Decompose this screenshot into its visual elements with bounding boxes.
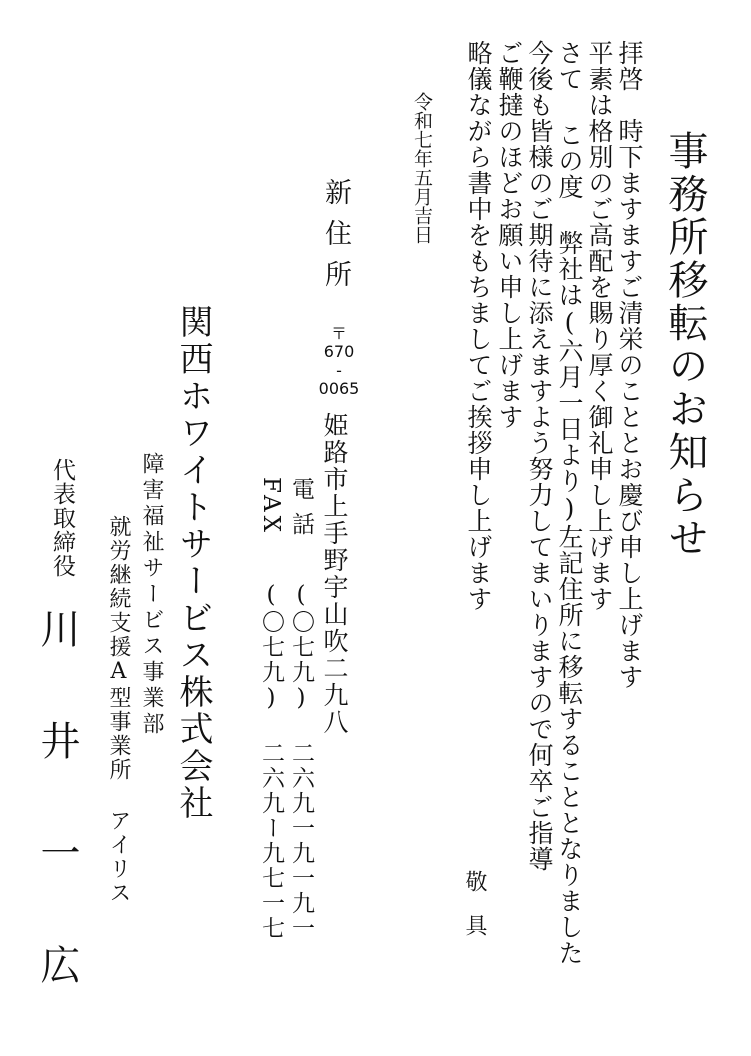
department-name: 障害福祉サービス事業部 — [139, 452, 164, 738]
letter-date: 令和七年五月吉日 — [411, 92, 433, 244]
body-line-announcement: さて この度 弊社は(六月一日より)左記住所に移転することとなりました — [555, 40, 584, 966]
postal-code-separator: - — [336, 360, 342, 380]
body-line-request-cont: ご鞭撻のほどお願い申し上げます — [495, 40, 524, 430]
representative-name: 川井一広 — [34, 608, 80, 1056]
phone-number: (〇七九) 二六九一九一九一 — [288, 582, 314, 941]
postal-code — [318, 325, 360, 399]
postal-code-first: 670 — [323, 342, 355, 362]
body-line-greeting: 拝啓 時下ますますご清栄のこととお慶び申し上げます — [615, 40, 644, 690]
body-line-thanks: 平素は格別のご高配を賜り厚く御礼申し上げます — [585, 40, 614, 612]
body-line-closing-remark: 略儀ながら書中をもちましてご挨拶申し上げます — [464, 40, 493, 612]
postal-code-second: 0065 — [318, 379, 360, 399]
closing-keigu: 敬具 — [462, 870, 487, 958]
document-title: 事務所移転のお知らせ — [662, 130, 708, 560]
fax-label: FAX — [258, 477, 284, 536]
street-address: 姫路市上手野宇山吹二九八 — [320, 412, 349, 736]
fax-number: (〇七九) 二六九ー九七一七 — [258, 582, 284, 941]
new-address-label: 新住所 — [320, 178, 351, 301]
body-line-request: 今後も皆様のご期待に添えますよう努力してまいりますので何卒ご指導 — [525, 40, 554, 872]
postal-mark: 〒 — [330, 324, 347, 343]
representative-title: 代表取締役 — [49, 458, 75, 578]
phone-label: 電話 — [288, 477, 314, 547]
office-name: 就労継続支援A型事業所 アイリス — [106, 515, 131, 905]
company-name: 関西ホワイトサービス株式会社 — [173, 304, 213, 822]
